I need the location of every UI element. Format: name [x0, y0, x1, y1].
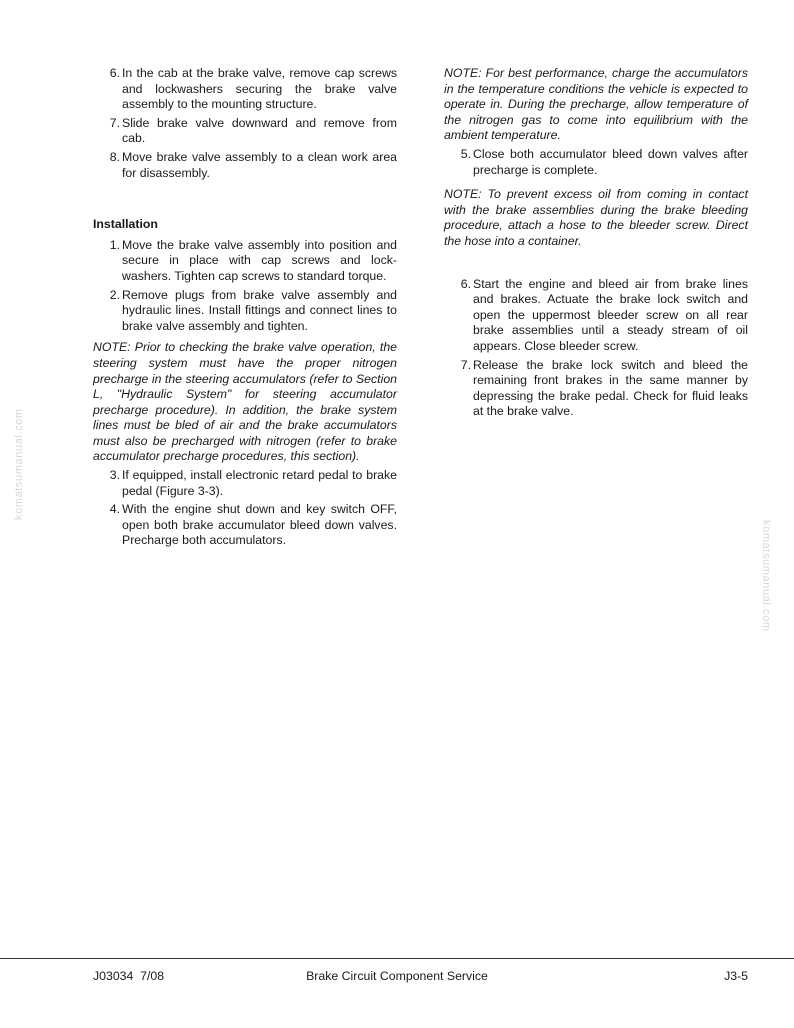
performance-note: NOTE: For best performance, charge the accumulators in the temperature conditions the vehicle is expected to operate in. During the precharge, allow temperature of the nitrogen gas to come into equilibrium with the ambient temperature.: [444, 66, 748, 143]
step-text: Remove plugs from brake valve assembly and hydraulic lines. Install fittings and connect lines to brake valve assembly and tighten.: [122, 287, 397, 333]
step-number: 3.: [109, 468, 120, 483]
step-number: 4.: [109, 502, 120, 517]
watermark-left: komatsumanual.com: [13, 408, 25, 520]
install-step-2: [93, 288, 397, 335]
step-number: 1.: [109, 237, 120, 252]
install-step-4: [93, 502, 397, 549]
bleeding-note: NOTE: To prevent excess oil from coming in contact with the brake assemblies during the brake bleeding procedure, attach a hose to the bleeder screw. Direct the hose into a container.: [444, 187, 748, 248]
step-number: 2.: [109, 287, 120, 302]
installation-heading: Installation: [93, 217, 158, 232]
step-text: Close both accumulator bleed down valves after precharge is complete.: [473, 146, 748, 177]
removal-step-8: [93, 150, 397, 181]
step-number: 6.: [109, 66, 120, 80]
step-number: 7.: [460, 357, 471, 372]
step-number: 5.: [460, 146, 471, 161]
step-text: Release the brake lock switch and bleed the remaining front brakes in the same manner by depressing the brake pedal. Check for fluid leaks at the brake valve.: [473, 357, 748, 419]
step-text: Move brake valve assembly to a clean work area for disassembly.: [122, 149, 397, 180]
step-text: Start the engine and bleed air from brake lines and brakes. Actuate the brake lock switch and open the uppermost bleeder screw on all rear brake assemblies until a steady stream of oil appears. Close bleeder screw.: [473, 276, 748, 353]
right-column: [444, 66, 748, 423]
footer-divider: [0, 958, 794, 959]
step-text: If equipped, install electronic retard pedal to brake pedal (Figure 3-3).: [122, 468, 397, 498]
removal-step-7: [93, 116, 397, 147]
step-text: With the engine shut down and key switch OFF, open both brake accumulator bleed down valves. Precharge both accumulators.: [122, 502, 397, 548]
step-number: 8.: [109, 149, 120, 164]
step-text: Slide brake valve downward and remove from cab.: [122, 115, 397, 146]
install-step-7: [444, 358, 748, 420]
install-step-3: [93, 468, 397, 499]
step-number: 7.: [109, 115, 120, 130]
removal-step-6: [93, 66, 397, 113]
footer-title: Brake Circuit Component Service: [306, 969, 488, 983]
step-text: Move the brake valve assembly into position and secure in place with cap screws and lock-washers. Tighten cap screws to standard torque.: [122, 237, 397, 283]
watermark-right: komatsumanual.com: [760, 520, 772, 632]
footer-page-number: J3-5: [724, 969, 748, 983]
install-step-6: [444, 277, 748, 355]
install-step-5: [444, 147, 748, 178]
footer-doc-id: J03034 7/08: [93, 969, 165, 983]
step-number: 6.: [460, 276, 471, 291]
install-step-1: [93, 238, 397, 285]
precharge-note: NOTE: Prior to checking the brake valve operation, the steering system must have the proper nitrogen precharge in the steering accumulators (refer to Section L, "Hydraulic System" for steering accumulator precharge procedure). In addition, the brake system lines must be bled of air and the brake accumulators must also be precharged with nitrogen (refer to brake accumulator precharge procedures, this section).: [93, 340, 397, 464]
left-column: [93, 66, 397, 552]
step-text: In the cab at the brake valve, remove cap screws and lockwashers securing the brake valve assembly to the mounting structure.: [122, 66, 397, 112]
